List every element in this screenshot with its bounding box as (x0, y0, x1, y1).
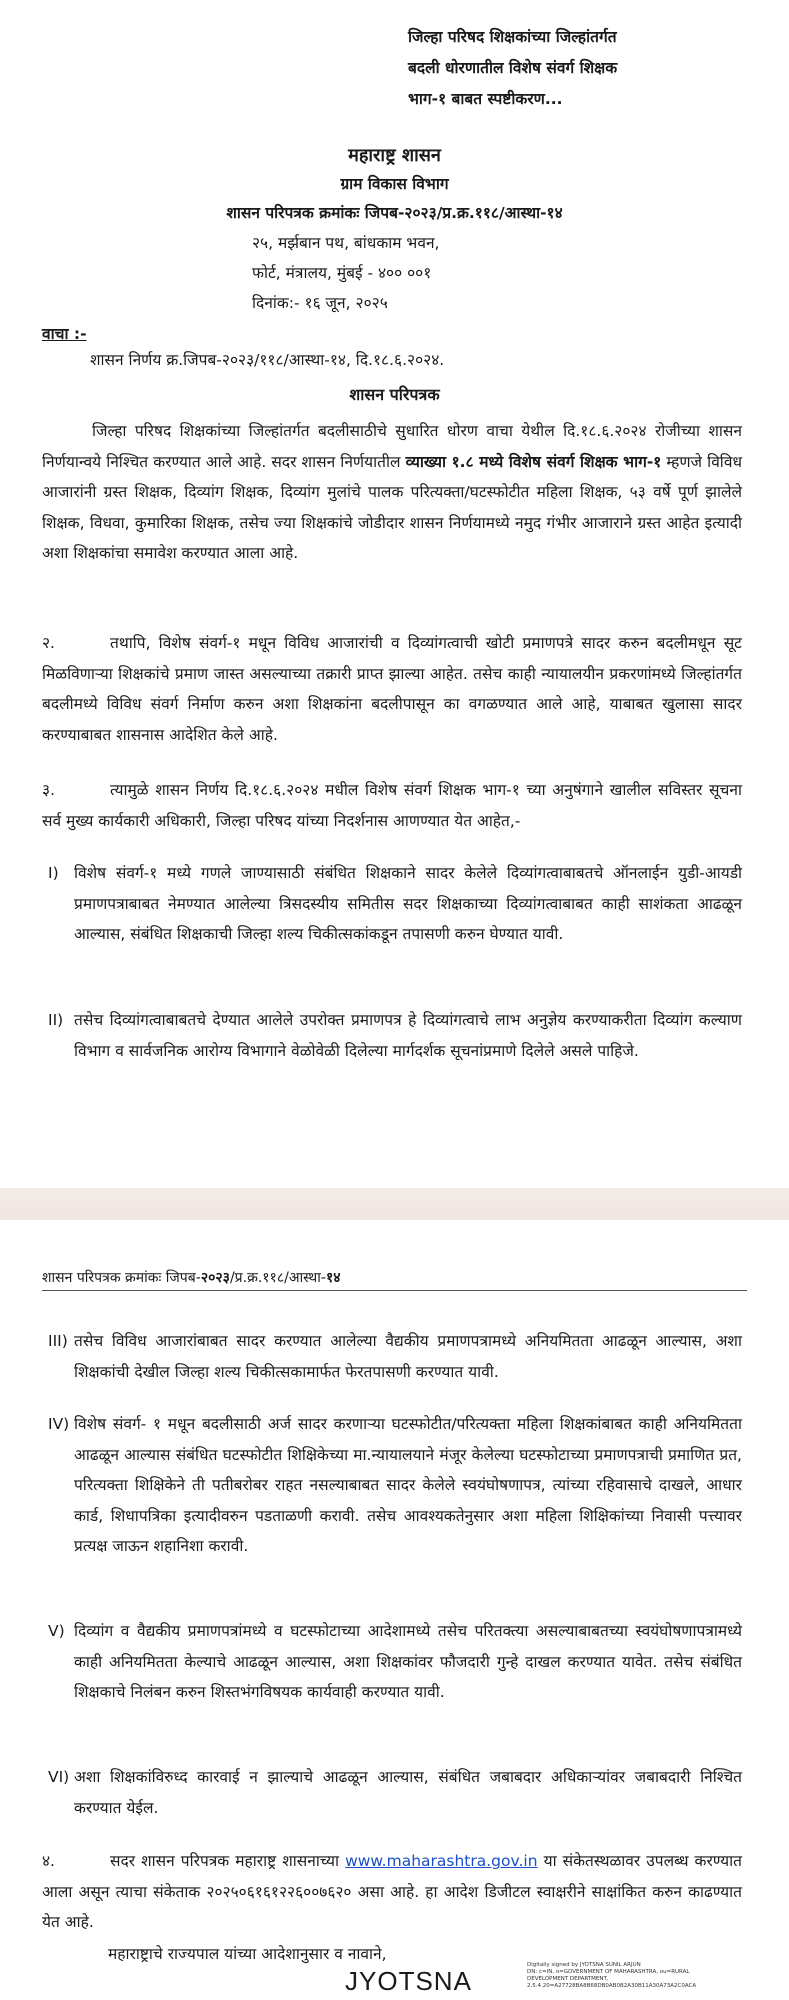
digital-signature-line: Digitally signed by JYOTSNA SUNIL ARJUN (527, 1962, 641, 1968)
address-line: फोर्ट, मंत्रालय, मुंबई - ४०० ००१ (252, 264, 432, 282)
digital-signature-line: DEVELOPMENT DEPARTMENT, (527, 1976, 609, 1982)
digital-signature-line: 2.5.4.20=A27728BA8B68DB0AB0B2A30B11A30A73A2C0ACA (527, 1983, 697, 1989)
item-text: अशा शिक्षकांविरुध्द कारवाई न झाल्याचे आढळून आल्यास, संबंधित जबाबदार अधिकाऱ्यांवर जबाबदारी निश्चित करण्यात येईल. (74, 1768, 742, 1817)
digital-signature-line: DN: c=IN, o=GOVERNMENT OF MAHARASHTRA, ou=RURAL (527, 1969, 690, 1975)
paragraph-number: ४. (42, 1852, 55, 1870)
item-number: I) (48, 864, 59, 882)
running-header (42, 1268, 341, 1287)
website-link[interactable]: www.maharashtra.gov.in (345, 1852, 538, 1870)
subject-block (408, 22, 748, 115)
paragraph-number: २. (42, 634, 55, 652)
item-number: VI) (48, 1768, 70, 1786)
item-number: V) (48, 1622, 65, 1640)
instruction-item (48, 1409, 742, 1562)
header-rule (42, 1290, 747, 1291)
address-line: २५, मर्झबान पथ, बांधकाम भवन, (252, 234, 440, 252)
instruction-item (48, 1326, 742, 1387)
item-text: विशेष संवर्ग-१ मध्ये गणले जाण्यासाठी संबंधित शिक्षकाने सादर केलेले दिव्यांगत्वाबाबतचे ऑनलाईन युडी-आयडी प्रमाणपत्राबाबत नेमण्यात आलेल्या त्रिसदस्यीय समितीस सदर शिक्षकाच्या दिव्यांगत्वाबाबत काही साशंकता आढळून आल्यास, संबंधित शिक्षकाची जिल्हा शल्य चिकीत्सकांकडून तपासणी करुन घेण्यात यावी. (74, 864, 742, 943)
read-label: वाचा :- (42, 325, 87, 343)
subject-line: जिल्हा परिषद शिक्षकांच्या जिल्हांतर्गत (408, 28, 617, 46)
department-title: ग्राम विकास विभाग (340, 175, 449, 193)
running-header-text: /प्र.क्र.११८/आस्था- (229, 1270, 326, 1286)
paragraph-number: ३. (42, 781, 55, 799)
signatory-name: JYOTSNA (345, 1966, 472, 1996)
circular-number: शासन परिपत्रक क्रमांकः जिपब-२०२३/प्र.क्र.११८/आस्था-१४ (226, 204, 563, 222)
paragraph-text: म्हणजे विविध आजारांनी ग्रस्त शिक्षक, दिव्यांग शिक्षक, दिव्यांग मुलांचे पालक परित्यक्ता/घटस्फोटीत महिला शिक्षक, ५३ वर्षे पूर्ण झालेले शिक्षक, विधवा, कुमारिका शिक्षक, तसेच ज्या शिक्षकांचे जोडीदार शासन निर्णयामध्ये नमुद गंभीर आजाराने ग्रस्त आहेत इत्यादी अशा शिक्षकांचा समावेश करण्यात आला आहे. (42, 452, 742, 562)
item-number: IV) (48, 1415, 70, 1433)
subject-line: बदली धोरणातील विशेष संवर्ग शिक्षक (408, 59, 618, 77)
circular-heading: शासन परिपत्रक (349, 385, 440, 404)
running-header-text: शासन परिपत्रक क्रमांकः जिपब- (42, 1270, 201, 1286)
paragraph-4 (42, 1846, 742, 1938)
paragraph-text: तथापि, विशेष संवर्ग-१ मधून विविध आजारांची व दिव्यांगत्वाची खोटी प्रमाणपत्रे सादर करुन बदलीमधून सूट मिळविणाऱ्या शिक्षकांचे प्रमाण जास्त असल्याच्या तक्रारी प्राप्त झाल्या आहेत. तसेच काही न्यायालयीन प्रकरणांमध्ये जिल्हांतर्गत बदलीमध्ये विविध संवर्ग निर्माण करुन अशा शिक्षकांना बदलीपासून का वगळण्यात आले आहे, याबाबत खुलासा सादर करण्याबाबत शासनास आदेशित केले आहे. (42, 634, 742, 744)
paragraph-2 (42, 628, 742, 750)
item-text: तसेच विविध आजारांबाबत सादर करण्यात आलेल्या वैद्यकीय प्रमाणपत्रामध्ये अनियमितता आढळून आल्यास, अशा शिक्षकांची देखील जिल्हा शल्य चिकीत्सकामार्फत फेरतपासणी करण्यात यावी. (74, 1332, 742, 1381)
digital-signature-stamp (527, 1962, 717, 1990)
subject-line: भाग-१ बाबत स्पष्टीकरण... (408, 90, 563, 108)
item-text: तसेच दिव्यांगत्वाबाबतचे देण्यात आलेले उपरोक्त प्रमाणपत्र हे दिव्यांगत्वाचे लाभ अनुज्ञेय करण्याकरीता दिव्यांग कल्याण विभाग व सार्वजनिक आरोग्य विभागाने वेळोवेळी दिलेल्या मार्गदर्शक सूचनांप्रमाणे दिलेले असले पाहिजे. (74, 1011, 742, 1060)
paragraph-text: त्यामुळे शासन निर्णय दि.१८.६.२०२४ मधील विशेष संवर्ग शिक्षक भाग-१ च्या अनुषंगाने खालील सविस्तर सूचना सर्व मुख्य कार्यकारी अधिकारी, जिल्हा परिषद यांच्या निदर्शनास आणण्यात येत आहेत,- (42, 781, 742, 830)
paragraph-3 (42, 775, 742, 836)
definition-highlight: व्याख्या १.८ मध्ये विशेष संवर्ग शिक्षक भाग-१ (405, 452, 662, 471)
item-text: दिव्यांग व वैद्यकीय प्रमाणपत्रांमध्ये व घटस्फोटाच्या आदेशामध्ये तसेच परितक्त्या असल्याबाबतच्या स्वयंघोषणापत्रामध्ये काही अनियमितता केल्याचे आढळून आल्यास, अशा शिक्षकांवर फौजदारी गुन्हे दाखल करण्यात यावेत. तसेच संबंधित शिक्षकाचे निलंबन करुन शिस्तभंगविषयक कार्यवाही करण्यात यावी. (74, 1622, 742, 1701)
paragraph-text: जिल्हा परिषद शिक्षकांच्या जिल्हांतर्गत बदलीसाठीचे सुधारित धोरण वाचा येथील दि.१८.६.२०२४ रोजीच्या शासन निर्णयान्वये निश्चित करण्यात आले आहे. सदर शासन निर्णयातील (42, 422, 742, 471)
government-title: महाराष्ट्र शासन (348, 145, 441, 166)
paragraph-text: सदर शासन परिपत्रक महाराष्ट्र शासनाच्या (110, 1852, 346, 1870)
paragraph-text: या संकेतस्थळावर उपलब्ध करण्यात आला असून त्याचा संकेताक २०२५०६१६१२२६००७६२० असा आहे. हा आदेश डिजीटल स्वाक्षरीने साक्षांकित करुन काढण्यात येत आहे. (42, 1852, 742, 1931)
item-text: विशेष संवर्ग- १ मधून बदलीसाठी अर्ज सादर करणाऱ्या घटस्फोटीत/परित्यक्ता महिला शिक्षकांबाबत काही अनियमितता आढळून आल्यास संबंधित घटस्फोटीत शिक्षिकेच्या मा.न्यायालयाने मंजूर केलेल्या घटस्फोटाच्या प्रमाणपत्राची प्रमाणित प्रत, परित्यक्ता शिक्षिकेने ती पतीबरोबर राहत नसल्याबाबत सादर केलेले स्वयंघोषणापत्र, त्यांच्या रहिवासाचे दाखले, आधार कार्ड, शिधापत्रिका इत्यादीवरुन पडताळणी करावी. तसेच आवश्यकतेनुसार अशा महिला शिक्षिकांच्या निवासी पत्त्यावर प्रत्यक्ष जाऊन शहानिशा करावी. (74, 1415, 742, 1555)
circular-date: दिनांक:- १६ जून, २०२५ (252, 294, 388, 312)
instruction-item (48, 1616, 742, 1708)
instruction-item (48, 858, 742, 950)
instruction-item (48, 1005, 742, 1066)
item-number: III) (48, 1332, 68, 1350)
address-block (252, 228, 439, 318)
running-header-year: २०२३ (200, 1270, 230, 1286)
page-separator (0, 1188, 789, 1220)
paragraph-1 (42, 416, 742, 569)
instruction-item (48, 1762, 742, 1823)
signature-authority-line: महाराष्ट्राचे राज्यपाल यांच्या आदेशानुसार व नावाने, (108, 1945, 387, 1963)
item-number: II) (48, 1011, 64, 1029)
reference-line: शासन निर्णय क्र.जिपब-२०२३/११८/आस्था-१४, दि.१८.६.२०२४. (90, 351, 445, 369)
running-header-desk: १४ (325, 1270, 341, 1286)
